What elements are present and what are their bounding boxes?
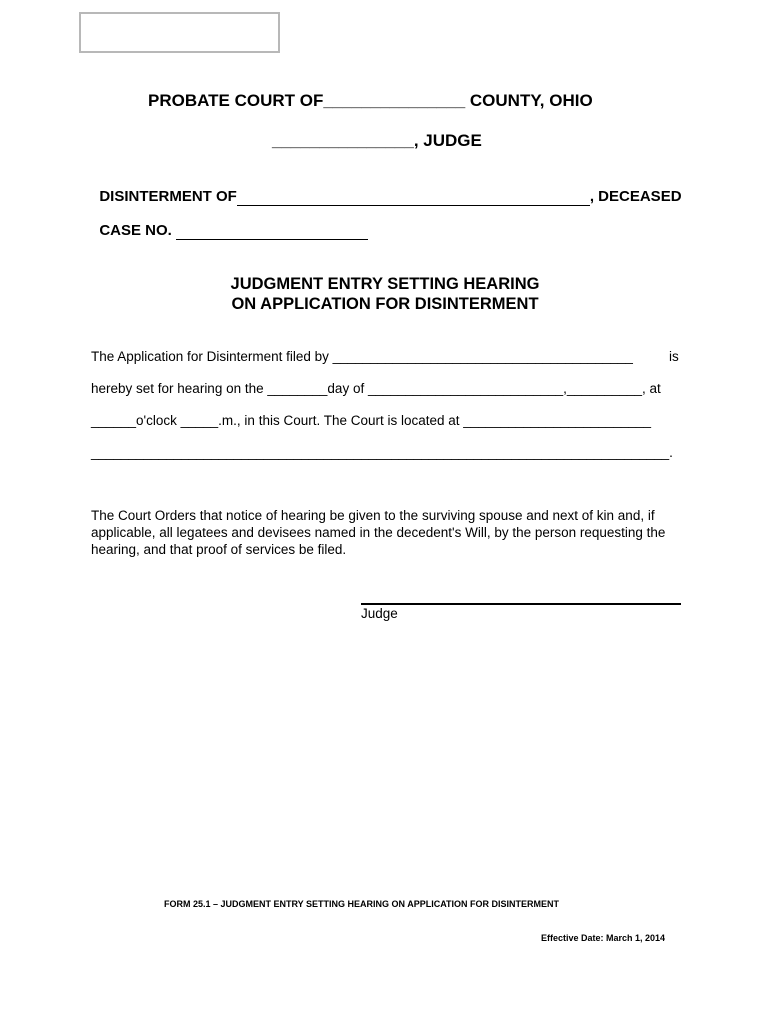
- hearing-date-line: hereby set for hearing on the ________day of __________________________,__________, at: [91, 381, 661, 396]
- deceased-name-field[interactable]: [237, 188, 590, 206]
- application-line-end: is: [669, 349, 679, 364]
- case-number-field[interactable]: [176, 222, 368, 240]
- effective-date: Effective Date: March 1, 2014: [541, 933, 666, 943]
- application-line: The Application for Disinterment filed by ________________________________________: [91, 349, 633, 364]
- hearing-time-line: ______o'clock _____.m., in this Court. The Court is located at _________________________: [91, 413, 651, 428]
- form-title-line-1: JUDGMENT ENTRY SETTING HEARING: [230, 275, 540, 293]
- form-title-line-2: ON APPLICATION FOR DISINTERMENT: [231, 295, 539, 313]
- notice-paragraph: The Court Orders that notice of hearing be given to the surviving spouse and next of kin and, if applicable, all legatees and devisees named in the decedent's Will, by the person requesting the hearing, and that proof of services be filed.: [91, 508, 666, 557]
- judge-heading: _______________, JUDGE: [272, 131, 482, 150]
- deceased-label: , DECEASED: [589, 188, 682, 205]
- judge-signature-line[interactable]: [361, 603, 681, 605]
- case-line: [91, 205, 368, 240]
- court-heading: PROBATE COURT OF_______________ COUNTY, OHIO: [148, 91, 593, 110]
- stamp-box: [79, 12, 280, 53]
- form-footer-title: FORM 25.1 – JUDGMENT ENTRY SETTING HEARING ON APPLICATION FOR DISINTERMENT: [164, 899, 560, 909]
- case-label: CASE NO.: [99, 222, 172, 239]
- disinterment-label: DISINTERMENT OF: [99, 188, 237, 205]
- judge-signature-label: Judge: [361, 606, 398, 621]
- court-location-line: _____________________________________________________________________________.: [91, 445, 673, 460]
- disinterment-line: [91, 171, 682, 206]
